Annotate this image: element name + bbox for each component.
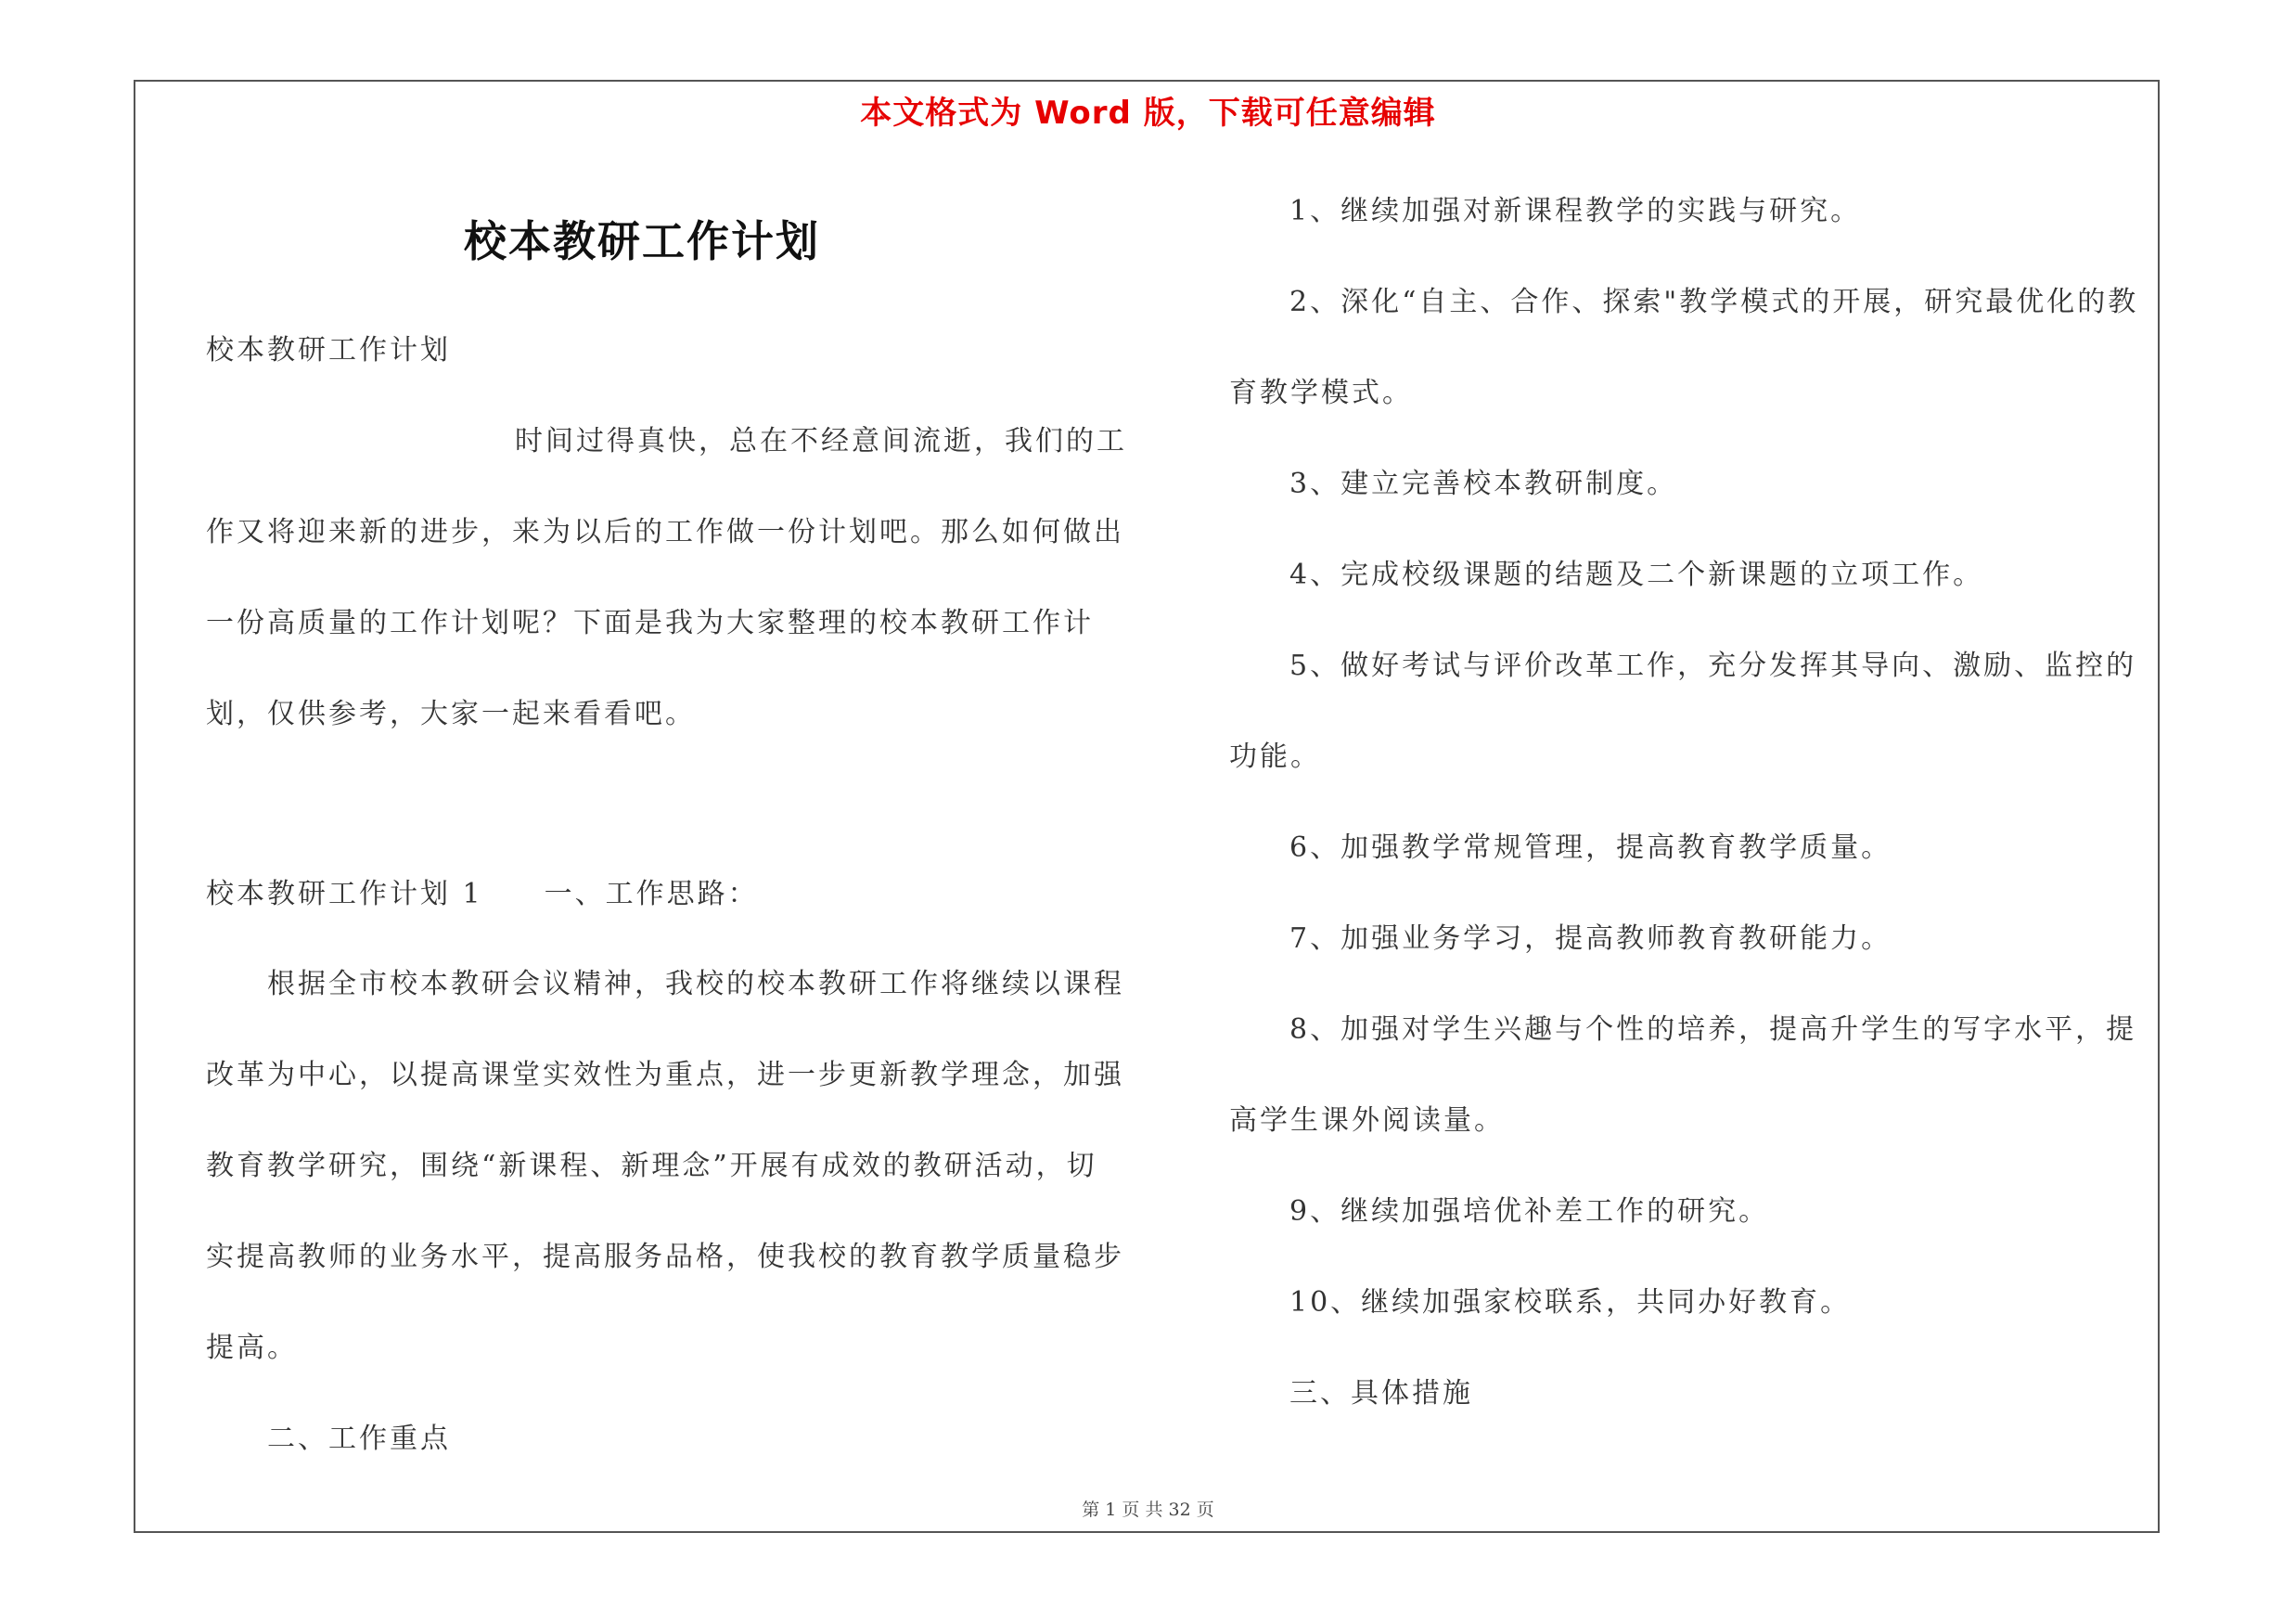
- paragraph-line: 作又将迎来新的进步，来为以后的工作做一份计划吧。那么如何做出: [206, 516, 1124, 548]
- list-item: 10、继续加强家校联系，共同办好教育。: [1289, 1286, 1852, 1319]
- list-item: 2、深化“自主、合作、探索"教学模式的开展，研究最优化的教: [1289, 286, 2139, 318]
- word-format-banner: 本文格式为 Word 版，下载可任意编辑: [860, 95, 1436, 132]
- list-item-continuation: 高学生课外阅读量。: [1229, 1104, 1505, 1137]
- paragraph-line: 划，仅供参考，大家一起来看看吧。: [206, 698, 696, 730]
- paragraph-line: 实提高教师的业务水平，提高服务品格，使我校的教育教学质量稳步: [206, 1241, 1124, 1273]
- paragraph-line: 改革为中心，以提高课堂实效性为重点，进一步更新教学理念，加强: [206, 1059, 1124, 1091]
- list-item: 5、做好考试与评价改革工作，充分发挥其导向、激励、监控的: [1289, 650, 2137, 682]
- section-heading: 三、具体措施: [1289, 1377, 1473, 1410]
- list-item-continuation: 功能。: [1229, 741, 1321, 773]
- list-item-continuation: 育教学模式。: [1229, 377, 1413, 409]
- list-item: 1、继续加强对新课程教学的实践与研究。: [1289, 195, 1862, 227]
- list-item: 3、建立完善校本教研制度。: [1289, 468, 1678, 500]
- document-title: 校本教研工作计划: [464, 216, 820, 266]
- paragraph-line: 教育教学研究，围绕“新课程、新理念”开展有成效的教研活动，切: [206, 1150, 1097, 1182]
- list-item: 6、加强教学常规管理，提高教育教学质量。: [1289, 831, 1892, 864]
- subtitle-line: 校本教研工作计划: [206, 334, 451, 367]
- section-heading-line: 校本教研工作计划 1 一、工作思路：: [206, 878, 759, 910]
- section-heading: 二、工作重点: [267, 1423, 451, 1455]
- paragraph-line: 提高。: [206, 1332, 298, 1364]
- paragraph-line: 一份高质量的工作计划呢？下面是我为大家整理的校本教研工作计: [206, 607, 1094, 639]
- list-item: 7、加强业务学习，提高教师教育教研能力。: [1289, 922, 1892, 955]
- page-number: 第 1 页 共 32 页: [1082, 1500, 1214, 1520]
- list-item: 4、完成校级课题的结题及二个新课题的立项工作。: [1289, 559, 1984, 591]
- list-item: 8、加强对学生兴趣与个性的培养，提高升学生的写字水平，提: [1289, 1013, 2137, 1046]
- paragraph-line: 时间过得真快，总在不经意间流逝，我们的工: [515, 425, 1127, 457]
- list-item: 9、继续加强培优补差工作的研究。: [1289, 1195, 1770, 1228]
- paragraph-line: 根据全市校本教研会议精神，我校的校本教研工作将继续以课程: [267, 968, 1124, 1000]
